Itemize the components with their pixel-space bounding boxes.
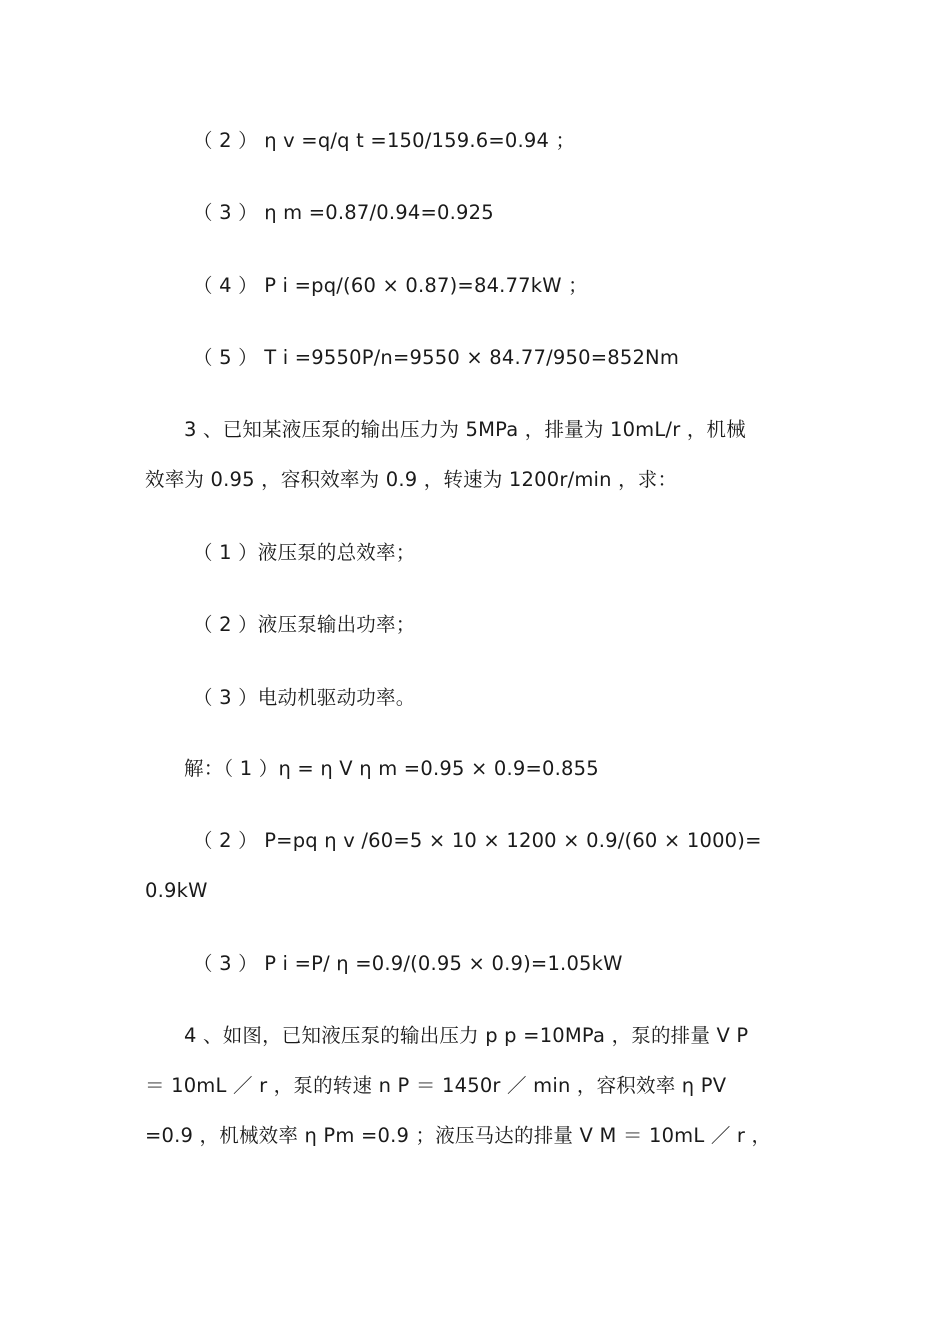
- problem-3-statement-line-2: 效率为 0.95 ，容积效率为 0.9 ，转速为 1200r/min ，求：: [145, 468, 678, 491]
- problem-4-statement-line-3: =0.9 ，机械效率 η Pm =0.9 ；液压马达的排量 V M ＝ 10mL ／ r ，: [145, 1124, 772, 1147]
- solution-line-1-total-efficiency: 解：（ 1 ）η = η V η m =0.95 × 0.9=0.855: [184, 757, 599, 780]
- problem-3-statement-line-1: 3 、已知某液压泵的输出压力为 5MPa ，排量为 10mL/r ，机械: [184, 418, 746, 441]
- answer-line-4-input-power: （ 4 ） P i =pq/(60 × 0.87)=84.77kW ；: [193, 274, 588, 297]
- answer-line-2-volumetric-efficiency: （ 2 ） η v =q/q t =150/159.6=0.94 ；: [193, 129, 576, 152]
- problem-4-statement-line-1: 4 、如图，已知液压泵的输出压力 p p =10MPa ，泵的排量 V P: [184, 1024, 749, 1047]
- problem-3-question-2: （ 2 ）液压泵输出功率；: [193, 613, 416, 636]
- answer-line-5-input-torque: （ 5 ） T i =9550P/n=9550 × 84.77/950=852Nm: [193, 346, 680, 369]
- solution-line-2-output-power-continued: 0.9kW: [145, 879, 208, 902]
- problem-3-question-1: （ 1 ）液压泵的总效率；: [193, 541, 416, 564]
- answer-line-3-mechanical-efficiency: （ 3 ） η m =0.87/0.94=0.925: [193, 201, 494, 224]
- solution-line-3-drive-power: （ 3 ） P i =P/ η =0.9/(0.95 × 0.9)=1.05kW: [193, 952, 623, 975]
- problem-4-statement-line-2: ＝ 10mL ／ r ，泵的转速 n P ＝ 1450r ／ min ，容积效率 η PV: [145, 1074, 727, 1097]
- problem-3-question-3: （ 3 ）电动机驱动功率。: [193, 686, 416, 709]
- solution-line-2-output-power: （ 2 ） P=pq η v /60=5 × 10 × 1200 × 0.9/(60 × 1000)=: [193, 829, 762, 852]
